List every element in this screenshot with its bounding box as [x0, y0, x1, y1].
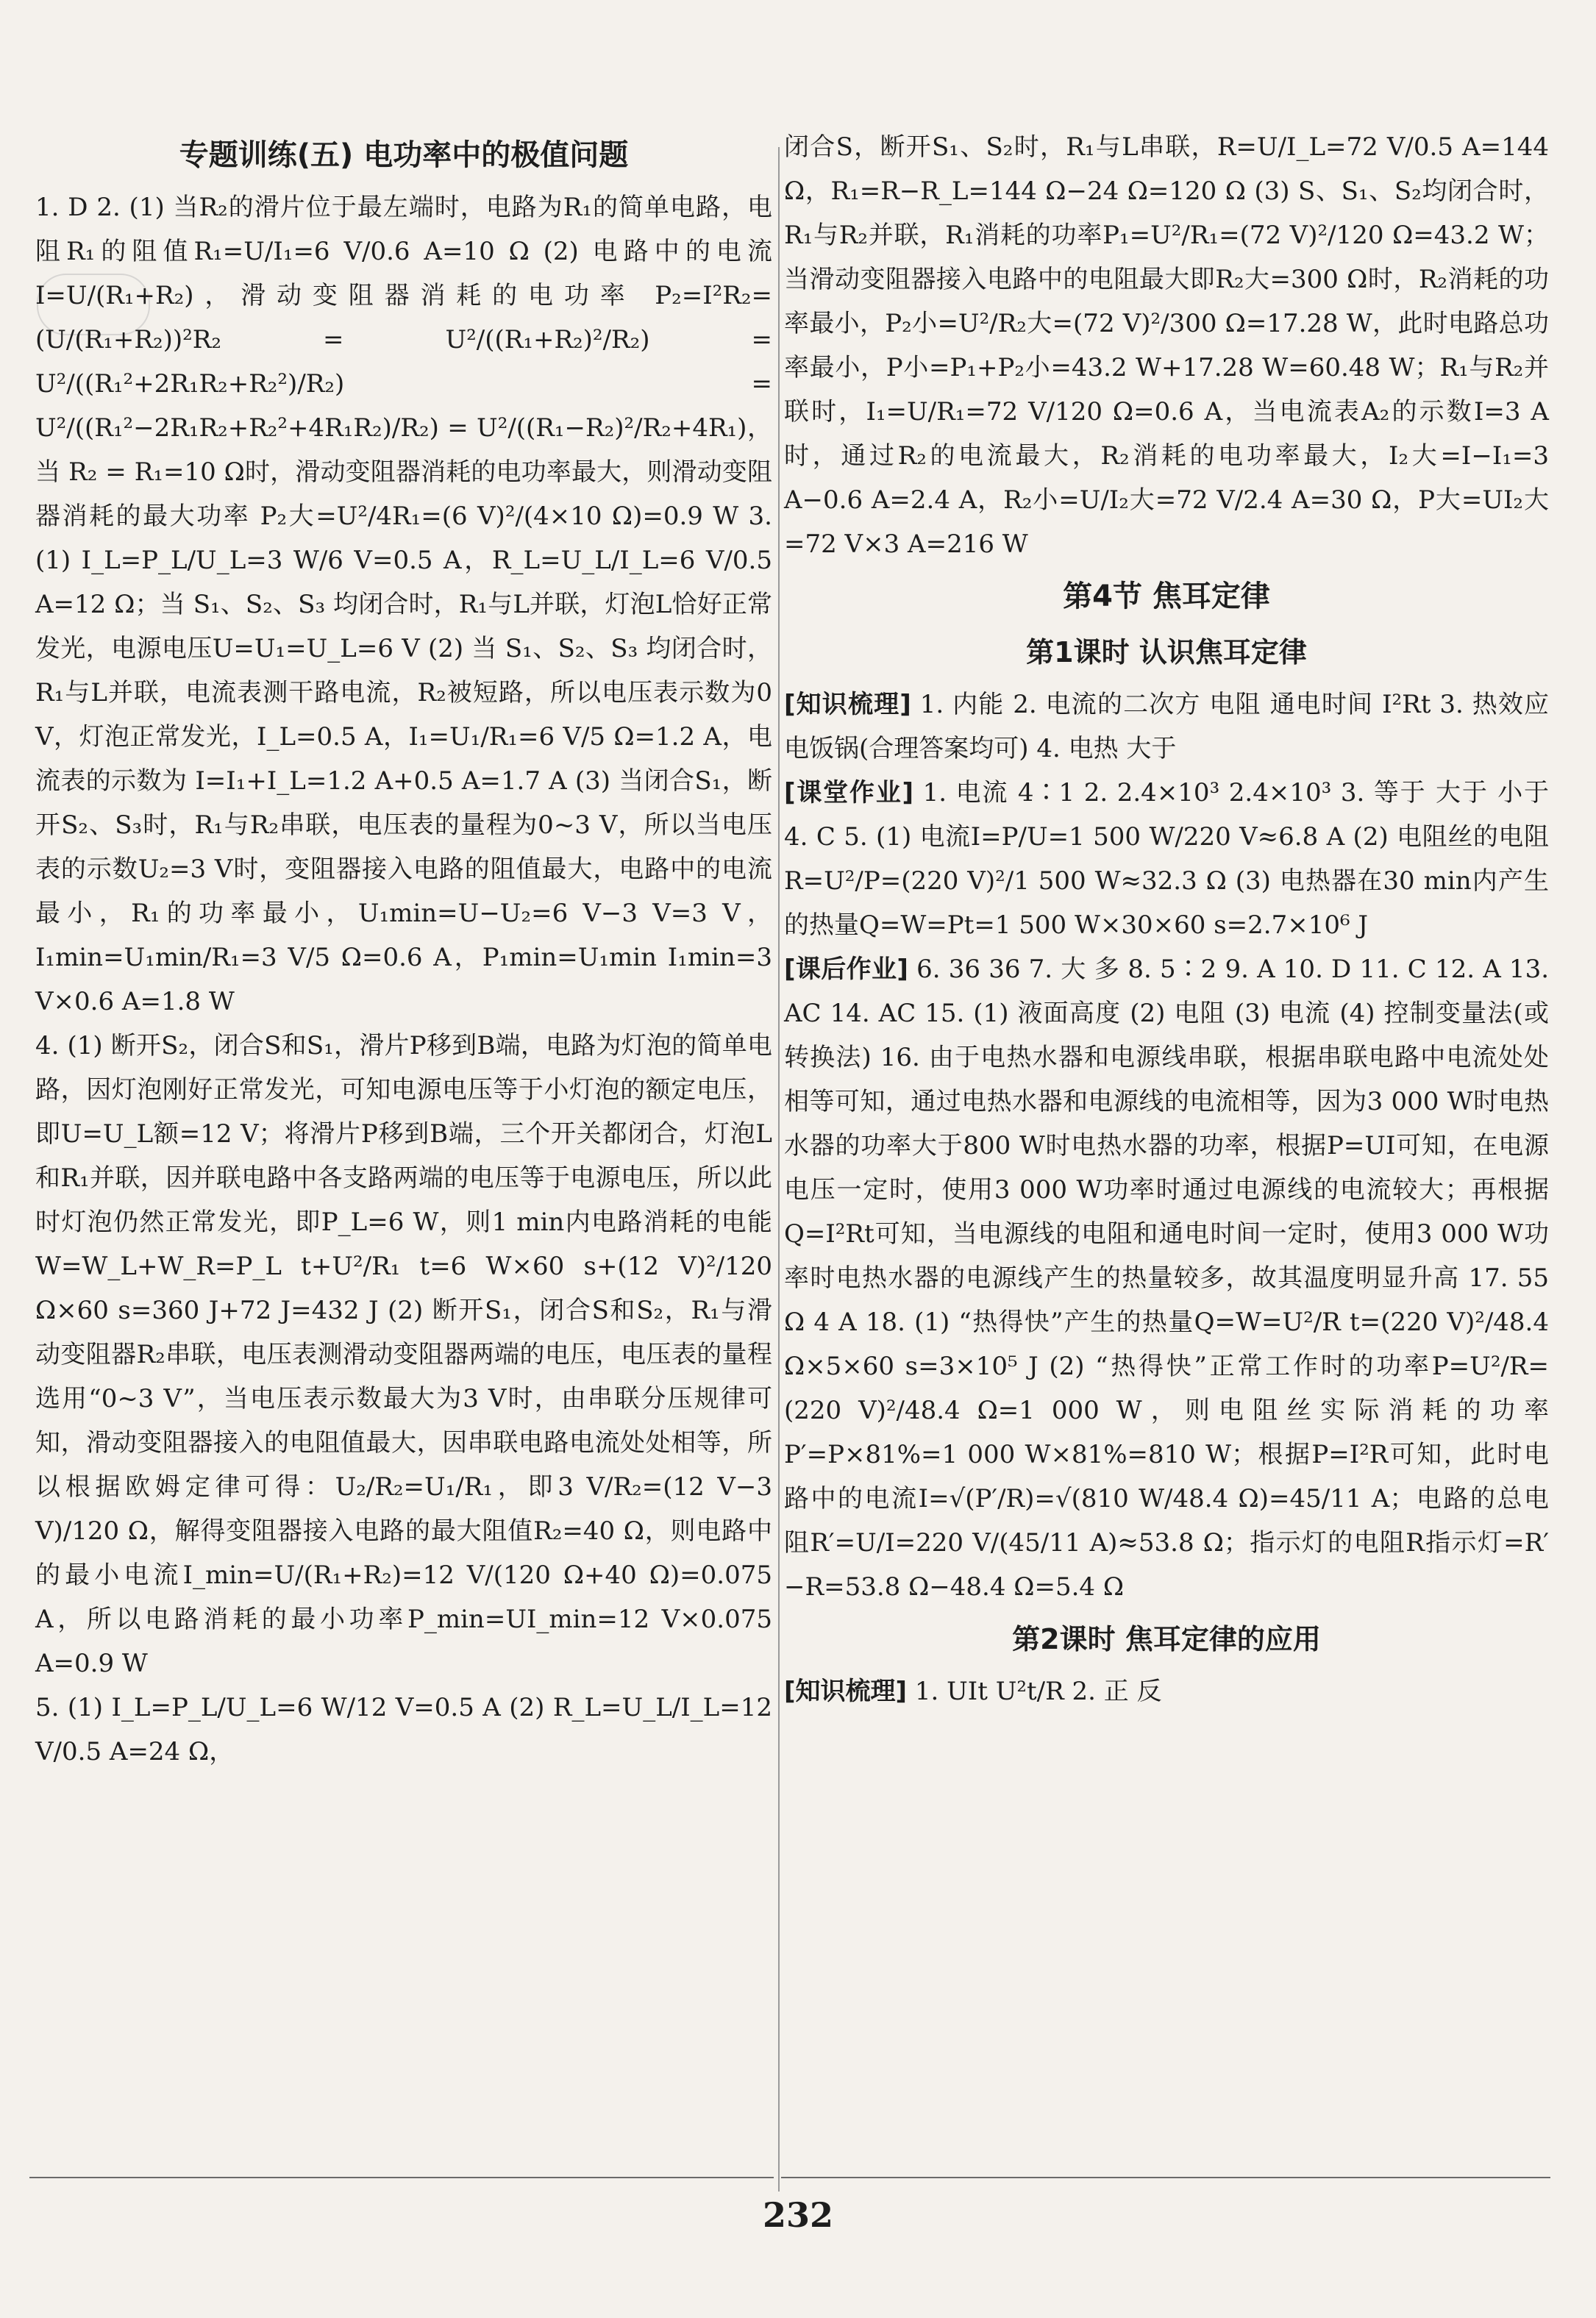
classwork-tag: [课堂作业] — [784, 778, 914, 807]
lesson-1-homework — [784, 947, 1549, 1609]
left-column — [35, 125, 772, 1774]
bottom-rule-right — [781, 2177, 1550, 2178]
column-divider — [778, 147, 780, 2192]
lesson-2-title: 第2课时 焦耳定律的应用 — [1012, 1623, 1321, 1655]
knowledge-answers: 1. 内能 2. 电流的二次方 电阻 通电时间 I²Rt 3. 热效应 电饭锅(合理答案均可) 4. 电热 大于 — [784, 690, 1550, 763]
page-number: 232 — [762, 2195, 834, 2235]
answer-paragraph-5: 5. (1) I_L=P_L/U_L=6 W/12 V=0.5 A (2) R_L=U_L/I_L=12 V/0.5 A=24 Ω， — [35, 1693, 772, 1766]
answer-paragraph-4: 4. (1) 断开S₂，闭合S和S₁，滑片P移到B端，电路为灯泡的简单电路，因灯泡刚好正常发光，可知电源电压等于小灯泡的额定电压，即U=U_L额=12 V；将滑片P移到B端，三个开关都闭合，灯泡L和R₁并联，因并联电路中各支路两端的电压等于电源电压，所以此时灯泡仍然正常发光，即P_L=6 W，则1 min内电路消耗的电能W=W_L+W_R=P_L t+U²/R₁ t=6 W×60 s+(12 V)²/120 Ω×60 s=360 J+72 J=432 J (2) 断开S₁，闭合S和S₂，R₁与滑动变阻器R₂串联，电压表测滑动变阻器两端的电压，电压表的量程选用“0~3 V”，当电压表示数最大为3 V时，由串联分压规律可知，滑动变阻器接入的电阻值最大，因串联电路电流处处相等，所以根据欧姆定律可得：U₂/R₂=U₁/R₁，即3 V/R₂=(12 V−3 V)/120 Ω，解得变阻器接入电路的最大阻值R₂=40 Ω，则电路中的最小电流I_min=U/(R₁+R₂)=12 V/(120 Ω+40 Ω)=0.075 A，所以电路消耗的最小功率P_min=UI_min=12 V×0.075 A=0.9 W — [35, 1031, 772, 1678]
lesson-2-knowledge-answers: 1. UIt U²t/R 2. 正 反 — [914, 1677, 1162, 1706]
knowledge-tag: [知识梳理] — [784, 690, 911, 719]
right-column — [784, 125, 1549, 1713]
lesson-1-knowledge — [784, 682, 1549, 771]
answer-paragraph-1-3: 1. D 2. (1) 当R₂的滑片位于最左端时，电路为R₁的简单电路，电阻R₁的阻值R₁=U/I₁=6 V/0.6 A=10 Ω (2) 电路中的电流I=U/(R₁+R₂)，滑动变阻器消耗的电功率 P₂=I²R₂=(U/(R₁+R₂))²R₂ = U²/((R₁+R₂)²/R₂) = U²/((R₁²+2R₁R₂+R₂²)/R₂) = U²/((R₁²−2R₁R₂+R₂²+4R₁R₂)/R₂) = U²/((R₁−R₂)²/R₂+4R₁)，当 R₂ = R₁=10 Ω时，滑动变阻器消耗的电功率最大，则滑动变阻器消耗的最大功率 P₂大=U²/4R₁=(6 V)²/(4×10 Ω)=0.9 W 3. (1) I_L=P_L/U_L=3 W/6 V=0.5 A，R_L=U_L/I_L=6 V/0.5 A=12 Ω；当 S₁、S₂、S₃ 均闭合时，R₁与L并联，灯泡L恰好正常发光，电源电压U=U₁=U_L=6 V (2) 当 S₁、S₂、S₃ 均闭合时，R₁与L并联，电流表测干路电流，R₂被短路，所以电压表示数为0 V，灯泡正常发光，I_L=0.5 A，I₁=U₁/R₁=6 V/5 Ω=1.2 A，电流表的示数为 I=I₁+I_L=1.2 A+0.5 A=1.7 A (3) 当闭合S₁，断开S₂、S₃时，R₁与R₂串联，电压表的量程为0~3 V，所以当电压表的示数U₂=3 V时，变阻器接入电路的阻值最大，电路中的电流最小，R₁的功率最小，U₁min=U−U₂=6 V−3 V=3 V，I₁min=U₁min/R₁=3 V/5 Ω=0.6 A，P₁min=U₁min I₁min=3 V×0.6 A=1.8 W — [35, 193, 772, 1016]
homework-tag: [课后作业] — [784, 955, 908, 984]
section-title-joule-law: 第4节 焦耳定律 — [1063, 580, 1270, 613]
lesson-2-knowledge — [784, 1669, 1549, 1713]
lesson-2-knowledge-tag: [知识梳理] — [784, 1677, 908, 1706]
classwork-answers: 1. 电流 4∶1 2. 2.4×10³ 2.4×10³ 3. 等于 大于 小于 4. C 5. (1) 电流I=P/U=1 500 W/220 V≈6.8 A (2) 电阻丝的电阻R=U²/P=(220 V)²/1 500 W≈32.3 Ω (3) 电热器在30 min内产生的热量Q=W=Pt=1 500 W×30×60 s=2.7×10⁶ J — [784, 778, 1550, 940]
bottom-rule-left — [29, 2177, 774, 2178]
lesson-1-classwork — [784, 771, 1549, 947]
lesson-1-title: 第1课时 认识焦耳定律 — [1026, 636, 1307, 668]
homework-answers: 6. 36 36 7. 大 多 8. 5∶2 9. A 10. D 11. C 12. A 13. AC 14. AC 15. (1) 液面高度 (2) 电阻 (3) 电流 (4) 控制变量法(或转换法) 16. 由于电热水器和电源线串联，根据串联电路中电流处处相等可知，通过电热水器和电源线的电流相等，因为3 000 W时电热水器的功率大于800 W时电热水器的功率，根据P=UI可知，在电源电压一定时，使用3 000 W功率时通过电源线的电流较大；再根据Q=I²Rt可知，当电源线的电阻和通电时间一定时，使用3 000 W功率时电热水器的电源线产生的热量较多，故其温度明显升高 17. 55 Ω 4 A 18. (1) “热得快”产生的热量Q=W=U²/R t=(220 V)²/48.4 Ω×5×60 s=3×10⁵ J (2) “热得快”正常工作时的功率P=U²/R=(220 V)²/48.4 Ω=1 000 W，则电阻丝实际消耗的功率P′=P×81%=1 000 W×81%=810 W；根据P=I²R可知，此时电路中的电流I=√(P′/R)=√(810 W/48.4 Ω)=45/11 A；电路的总电阻R′=U/I=220 V/(45/11 A)≈53.8 Ω；指示灯的电阻R指示灯=R′−R=53.8 Ω−48.4 Ω=5.4 Ω — [784, 955, 1550, 1602]
left-section-title: 专题训练(五) 电功率中的极值问题 — [179, 138, 629, 172]
answer-paragraph-5-continued: 闭合S，断开S₁、S₂时，R₁与L串联，R=U/I_L=72 V/0.5 A=144 Ω，R₁=R−R_L=144 Ω−24 Ω=120 Ω (3) S、S₁、S₂均闭合时，R₁与R₂并联，R₁消耗的功率P₁=U²/R₁=(72 V)²/120 Ω=43.2 W；当滑动变阻器接入电路中的电阻最大即R₂大=300 Ω时，R₂消耗的功率最小，P₂小=U²/R₂大=(72 V)²/300 Ω=17.28 W，此时电路总功率最小，P小=P₁+P₂小=43.2 W+17.28 W=60.48 W；R₁与R₂并联时，I₁=U/R₁=72 V/120 Ω=0.6 A，当电流表A₂的示数I=3 A时，通过R₂的电流最大，R₂消耗的电功率最大，I₂大=I−I₁=3 A−0.6 A=2.4 A，R₂小=U/I₂大=72 V/2.4 A=30 Ω，P大=UI₂大=72 V×3 A=216 W — [784, 132, 1549, 559]
